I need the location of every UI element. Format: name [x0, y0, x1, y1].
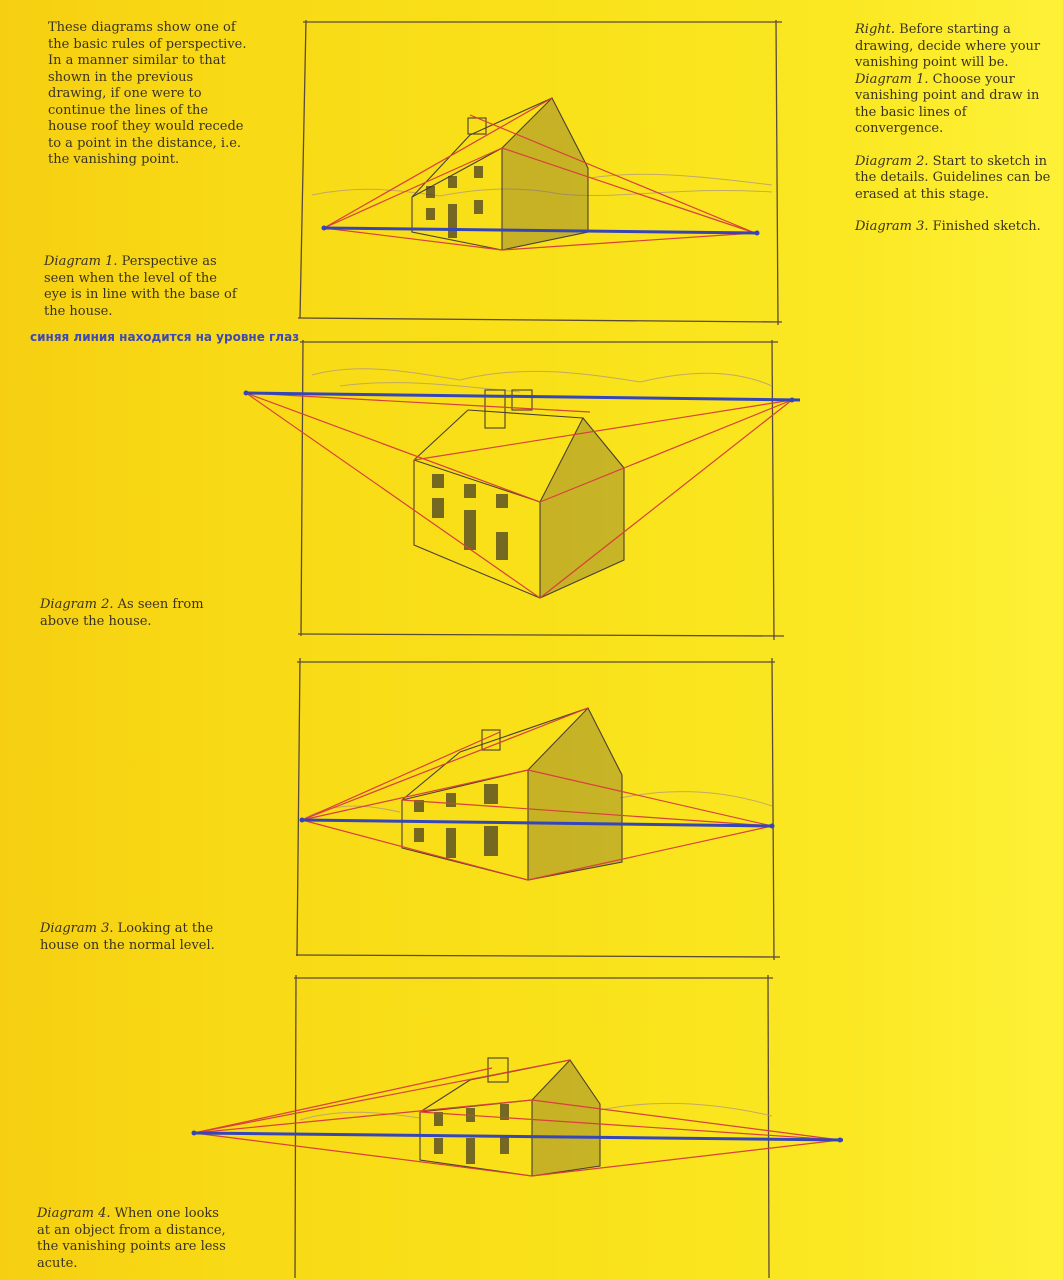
vanishing-point-left	[322, 226, 327, 231]
note-label: Diagram 3.	[855, 219, 929, 234]
vanishing-point-right	[838, 1138, 843, 1143]
caption-text: Looking at the house on the normal level.	[40, 921, 215, 953]
note-label: Diagram 1.	[855, 71, 929, 87]
diagram-2-eye-level-line	[246, 393, 800, 400]
note-label: Right.	[855, 22, 895, 37]
diagram-4-guidelines	[194, 1060, 840, 1176]
note-text: Start to sketch in the details. Guidelines can be erased at this stage.	[855, 153, 1051, 202]
eye-level-annotation: синяя линия находится на уровне глаз	[30, 330, 300, 344]
note-text: Before starting a drawing, decide where your vanishing point will be.	[855, 22, 1041, 70]
vanishing-point-right	[790, 398, 795, 403]
caption-label: Diagram 3.	[40, 921, 114, 936]
diagram-2	[244, 340, 801, 640]
caption-text: When one looks at an object from a distance, the vanishing points are less acute.	[37, 1206, 226, 1271]
diagram-1-house	[412, 98, 588, 250]
vanishing-point-left	[192, 1131, 197, 1136]
caption-label: Diagram 2.	[40, 597, 114, 612]
diagram-1	[298, 20, 782, 325]
diagram-4-house	[420, 1058, 600, 1176]
vanishing-point-right	[770, 824, 775, 829]
caption-label: Diagram 1.	[44, 254, 118, 269]
diagram-4	[192, 975, 844, 1278]
caption-label: Diagram 4.	[37, 1206, 111, 1221]
note-label: Diagram 2.	[855, 153, 929, 169]
vanishing-point-left	[244, 391, 249, 396]
note-text: Choose your vanishing point and draw in the basic lines of convergence.	[855, 71, 1040, 136]
caption-text: As seen from above the house.	[40, 597, 204, 629]
intro-paragraph: These diagrams show one of the basic rules of perspective. In a manner similar to that shown in the previous drawing, if one were to continue the lines of the house roof they would recede to a point in the distance, i.e. the vanishing point.	[48, 20, 247, 167]
diagram-3-house	[402, 708, 622, 880]
vanishing-point-left	[300, 818, 305, 823]
note-text: Finished sketch.	[932, 219, 1041, 234]
diagram-3	[296, 658, 780, 960]
caption-text: Perspective as seen when the level of the eye is in line with the base of the house.	[44, 254, 237, 319]
vanishing-point-right	[755, 231, 760, 236]
